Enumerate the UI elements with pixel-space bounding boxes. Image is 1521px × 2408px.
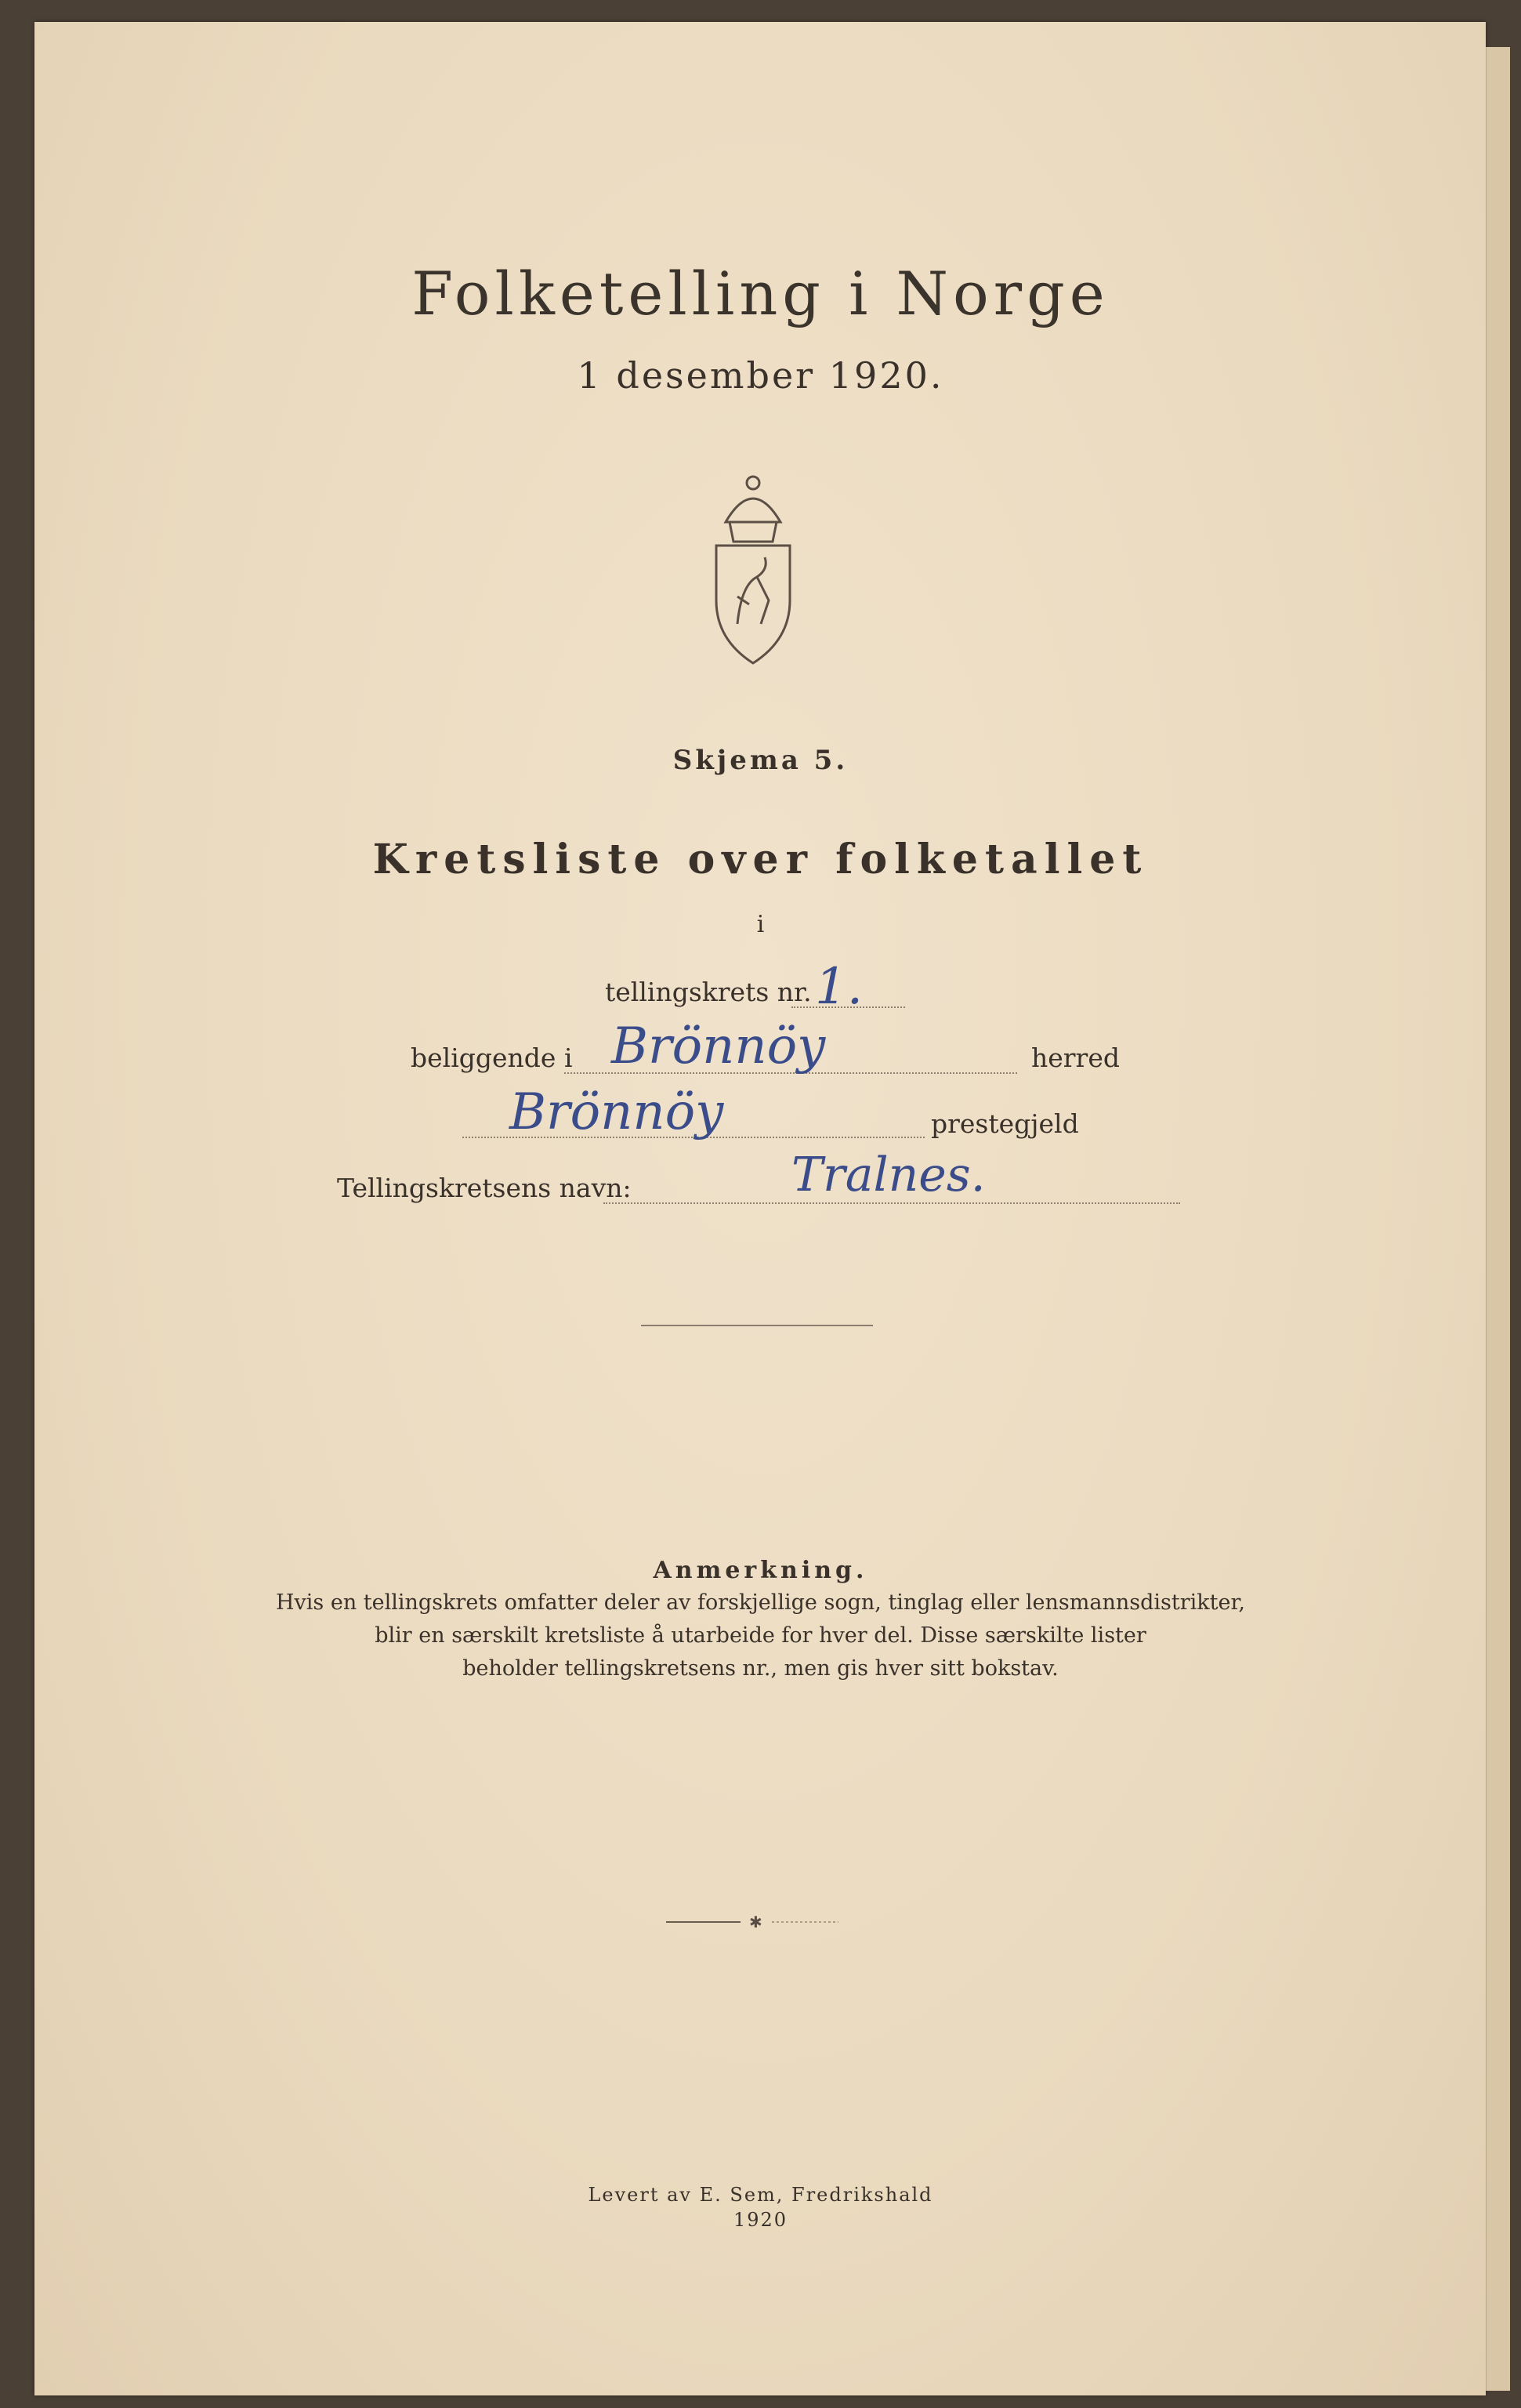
norwegian-coat-of-arms-icon xyxy=(694,467,812,671)
form-heading: Kretsliste over folketallet xyxy=(372,836,1149,883)
navn-label: Tellingskretsens navn: xyxy=(337,1173,632,1203)
printer-line: Levert av E. Sem, Fredrikshald xyxy=(588,2184,933,2206)
herred-label: herred xyxy=(1031,1043,1120,1073)
divider-rule xyxy=(641,1325,873,1326)
preposition-i: i xyxy=(756,911,765,938)
note-line-3: beholder tellingskretsens nr., men gis hver sitt bokstav. xyxy=(462,1656,1059,1681)
prestegjeld-label: prestegjeld xyxy=(931,1108,1079,1139)
navn-value[interactable]: Tralnes. xyxy=(791,1148,986,1202)
note-title: Anmerkning. xyxy=(653,1557,868,1584)
beliggende-label: beliggende i xyxy=(411,1043,573,1073)
note-line-2: blir en særskilt kretsliste å utarbeide for hver del. Disse særskilte lister xyxy=(375,1623,1146,1648)
schema-number: Skjema 5. xyxy=(672,745,849,776)
census-date: 1 desember 1920. xyxy=(577,354,944,397)
beliggende-value[interactable]: Brönnöy xyxy=(611,1017,826,1075)
prestegjeld-value[interactable]: Brönnöy xyxy=(509,1083,724,1141)
paper-edge xyxy=(1486,47,1510,2391)
note-line-1: Hvis en tellingskrets omfatter deler av forskjellige sogn, tinglag eller lensmannsdistrikter, xyxy=(275,1590,1245,1615)
tellingskrets-label: tellingskrets nr. xyxy=(605,977,812,1007)
svg-text:✱: ✱ xyxy=(749,1913,762,1931)
ornament-divider xyxy=(666,1913,846,1931)
printer-year: 1920 xyxy=(733,2209,788,2231)
page-title: Folketelling i Norge xyxy=(411,259,1110,328)
tellingskrets-value[interactable]: 1. xyxy=(815,958,864,1016)
